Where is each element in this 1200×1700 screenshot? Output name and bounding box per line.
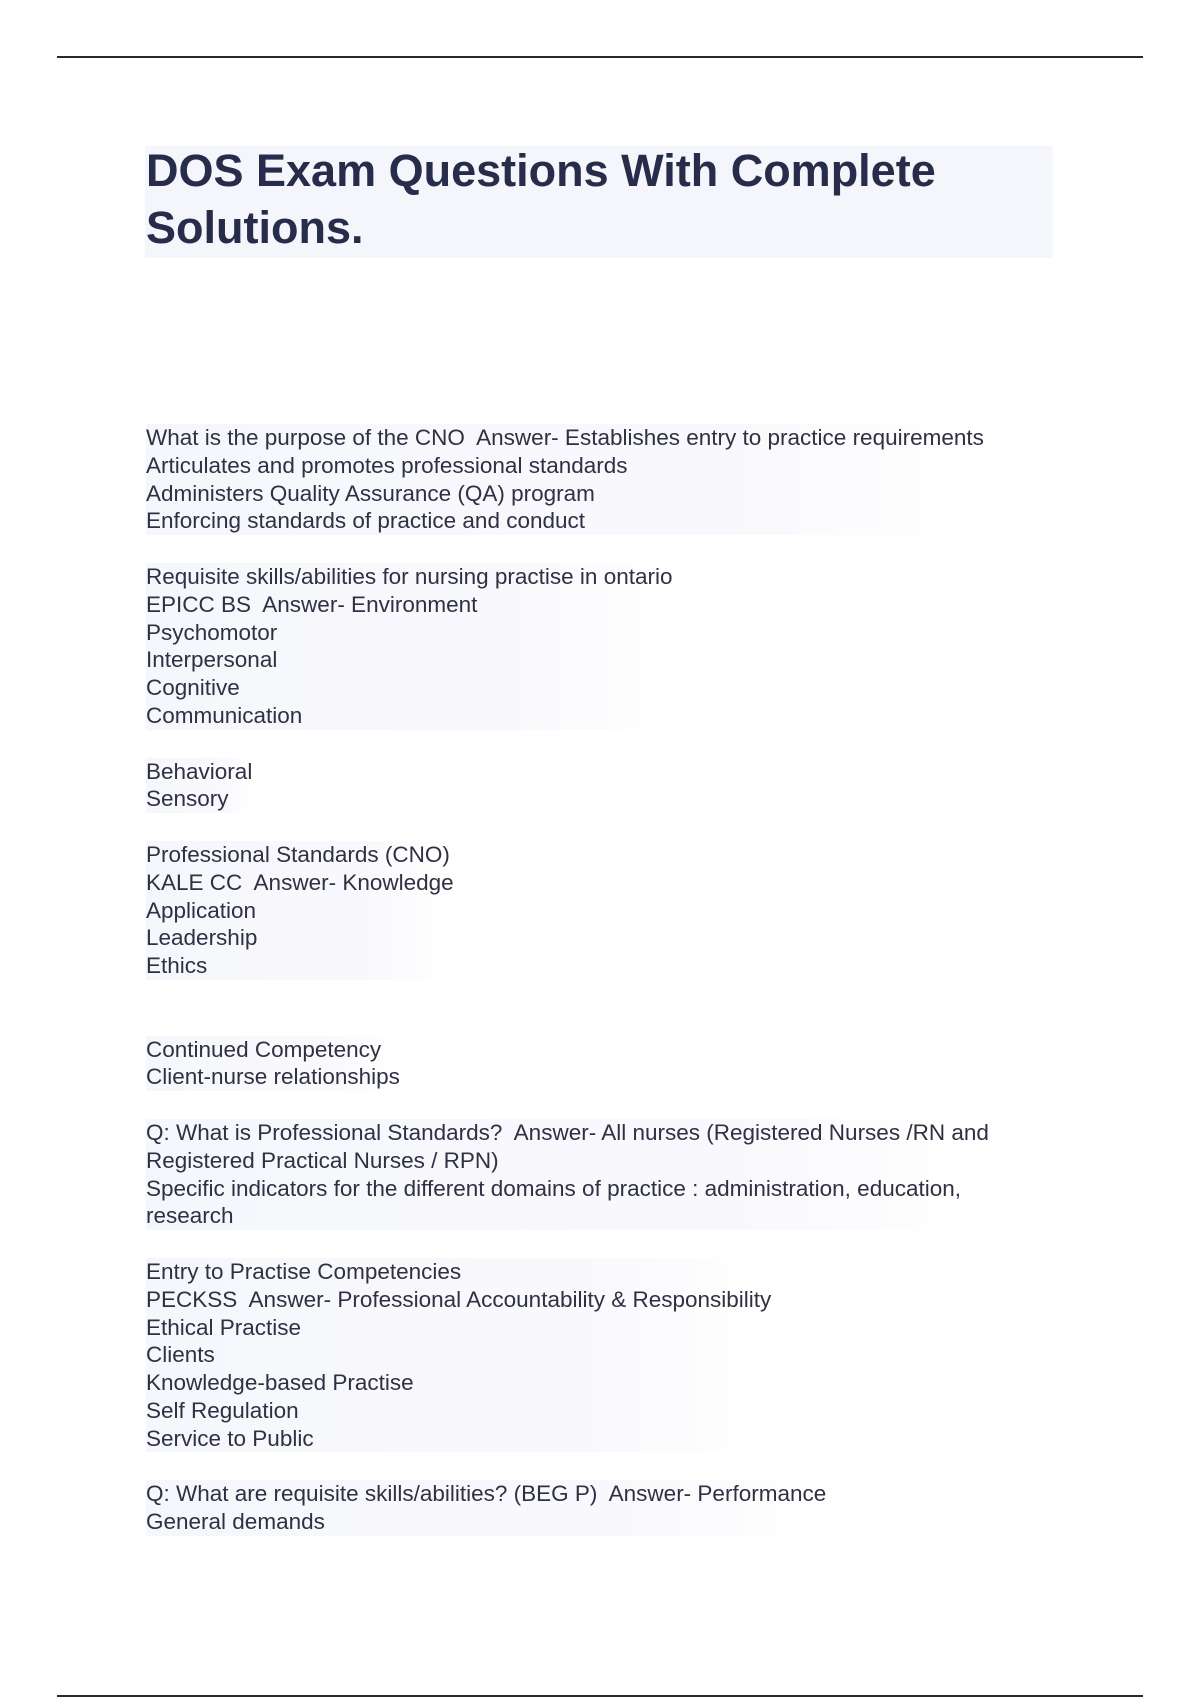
text-line: Application bbox=[146, 897, 257, 923]
qa-block-continuation bbox=[146, 758, 252, 814]
text-line: Client-nurse relationships bbox=[146, 1064, 400, 1090]
qa-block-continued-competency bbox=[146, 1036, 400, 1092]
text-line: Cognitive bbox=[146, 675, 240, 701]
text-line: PECKSS Answer- Professional Accountability & Responsibility bbox=[146, 1286, 772, 1312]
text-line: Leadership bbox=[146, 925, 258, 951]
text-line: research bbox=[146, 1203, 234, 1229]
qa-block-what-is-professional-standards bbox=[146, 1119, 989, 1230]
text-line: Entry to Practise Competencies bbox=[146, 1258, 462, 1284]
document-title: DOS Exam Questions With Complete Solutions. bbox=[146, 145, 936, 253]
text-line: Sensory bbox=[146, 786, 229, 812]
text-line: Clients bbox=[146, 1342, 215, 1368]
text-line: Communication bbox=[146, 702, 303, 728]
text-line: Requisite skills/abilities for nursing practise in ontario bbox=[146, 563, 673, 589]
text-line: General demands bbox=[146, 1509, 325, 1535]
paragraph-gap bbox=[146, 980, 1066, 1036]
paragraph-gap bbox=[146, 1091, 1066, 1119]
text-line: Specific indicators for the different domains of practice : administration, education, bbox=[146, 1175, 962, 1201]
text-line: Q: What are requisite skills/abilities? (BEG P) Answer- Performance bbox=[146, 1481, 827, 1507]
text-line: Behavioral bbox=[146, 758, 253, 784]
top-rule bbox=[57, 56, 1143, 58]
paragraph-gap bbox=[146, 535, 1066, 563]
qa-block-professional-standards bbox=[146, 841, 454, 980]
text-line: Professional Standards (CNO) bbox=[146, 841, 450, 867]
text-line: EPICC BS Answer- Environment bbox=[146, 591, 478, 617]
text-line: What is the purpose of the CNO Answer- Establishes entry to practice requirements bbox=[146, 425, 984, 450]
paragraph-gap bbox=[146, 813, 1066, 841]
text-line: Psychomotor bbox=[146, 619, 278, 645]
paragraph-gap bbox=[146, 1230, 1066, 1258]
document-body bbox=[146, 424, 1066, 1536]
text-line: Q: What is Professional Standards? Answer- All nurses (Registered Nurses /RN and bbox=[146, 1119, 989, 1145]
text-line: Self Regulation bbox=[146, 1397, 299, 1423]
text-line: Registered Practical Nurses / RPN) bbox=[146, 1147, 499, 1173]
text-line: Ethics bbox=[146, 953, 208, 979]
text-line: Knowledge-based Practise bbox=[146, 1370, 414, 1396]
qa-block-cno-purpose bbox=[146, 424, 984, 535]
text-line: Articulates and promotes professional standards bbox=[146, 452, 628, 478]
paragraph-gap bbox=[146, 1452, 1066, 1480]
text-line: Continued Competency bbox=[146, 1036, 382, 1062]
qa-block-beg-p bbox=[146, 1480, 826, 1536]
qa-block-entry-to-practise bbox=[146, 1258, 771, 1453]
text-line: Enforcing standards of practice and conduct bbox=[146, 508, 586, 534]
text-line: Service to Public bbox=[146, 1425, 314, 1451]
qa-block-requisite-skills bbox=[146, 563, 673, 730]
text-line: KALE CC Answer- Knowledge bbox=[146, 869, 454, 895]
paragraph-gap bbox=[146, 730, 1066, 758]
text-line: Ethical Practise bbox=[146, 1314, 302, 1340]
text-line: Administers Quality Assurance (QA) program bbox=[146, 480, 595, 506]
text-line: Interpersonal bbox=[146, 647, 278, 673]
bottom-rule bbox=[57, 1695, 1143, 1697]
